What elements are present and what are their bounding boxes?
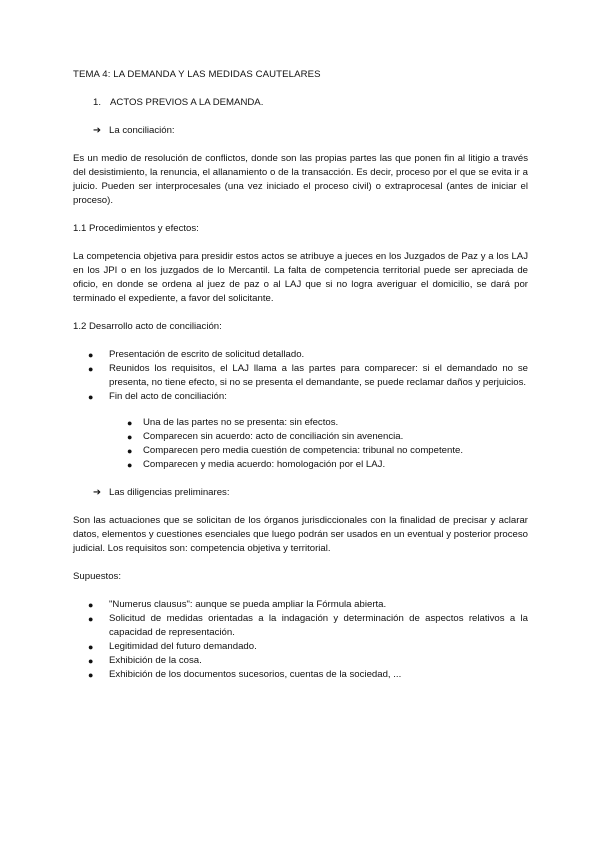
section-heading-1 bbox=[93, 96, 528, 110]
section-number: 1. bbox=[93, 97, 102, 108]
arrow-icon: ➔ bbox=[93, 487, 102, 498]
list-item: ● Comparecen pero media cuestión de competencia: tribunal no competente. bbox=[127, 445, 463, 456]
bullet-icon: ● bbox=[127, 446, 133, 456]
list-item: ● Exhibición de la cosa. bbox=[88, 655, 202, 666]
bullet-icon: ● bbox=[88, 364, 94, 374]
conciliacion-heading bbox=[93, 124, 528, 138]
list-item: ● Una de las partes no se presenta: sin efectos. bbox=[127, 417, 339, 428]
bullet-icon: ● bbox=[88, 656, 94, 666]
bullet-icon: ● bbox=[88, 670, 94, 680]
bullet-icon: ● bbox=[88, 350, 94, 360]
list-item: ● Fin del acto de conciliación: ● Una de las partes no se presenta: sin efectos. ● Comparecen sin acuerdo: acto de conciliación sin avenencia. ● Comparecen pero media cuestión de competencia: tribunal no competente. ● Comparecen y media acuerdo: homologación por el LAJ. bbox=[73, 390, 528, 472]
list-item: ● Solicitud de medidas orientadas a la indagación y determinación de aspectos relativos a la capacidad de representación. bbox=[88, 613, 528, 638]
bullet-icon: ● bbox=[127, 432, 133, 442]
list-item: ● Presentación de escrito de solicitud detallado. bbox=[88, 349, 305, 360]
list-item: ● Legitimidad del futuro demandado. bbox=[88, 641, 257, 652]
diligencias-label: Las diligencias preliminares: bbox=[109, 487, 230, 498]
procedimientos-paragraph: La competencia objetiva para presidir estos actos se atribuye a jueces en los Juzgados de Paz y a los LAJ en los JPI o en los juzgados de lo Mercantil. La falta de competencia territorial puede ser apreciada de oficio, en donde se ordena al juez de paz o al LAJ que si no logra averiguar el domicilio, se dará por terminado el expediente, a favor del solicitante. bbox=[73, 251, 528, 304]
diligencias-paragraph: Son las actuaciones que se solicitan de los órganos jurisdiccionales con la finalidad de precisar y aclarar datos, elementos y cuestiones esenciales que luego podrán ser usados en un eventual y posterior proceso judicial. Los requisitos son: competencia objetiva y territorial. bbox=[73, 515, 528, 554]
list-item: ● Exhibición de los documentos sucesorios, cuentas de la sociedad, ... bbox=[88, 669, 402, 680]
subsection-heading-1-2: 1.2 Desarrollo acto de conciliación: bbox=[73, 321, 222, 332]
document-body bbox=[73, 68, 528, 696]
diligencias-heading bbox=[93, 486, 528, 500]
list-item: ● Reunidos los requisitos, el LAJ llama a las partes para comparecer: si el demandado no se presenta, no tiene efecto, si no se presenta el demandante, se puede reclamar daños y perjuicios. bbox=[88, 363, 528, 388]
list-item: ● Comparecen sin acuerdo: acto de conciliación sin avenencia. bbox=[127, 431, 404, 442]
subsection-heading-1-1: 1.1 Procedimientos y efectos: bbox=[73, 223, 199, 234]
bullet-icon: ● bbox=[88, 642, 94, 652]
fin-conciliacion-list bbox=[73, 416, 528, 472]
bullet-icon: ● bbox=[127, 460, 133, 470]
conciliacion-paragraph: Es un medio de resolución de conflictos, donde son las propias partes las que ponen fin al litigio a través del desistimiento, la renuncia, el allanamiento o de la transacción. Es decir, proceso por el que se evita ir a juicio. Pueden ser interprocesales (una vez iniciado el proceso civil) o extraprocesal (antes de iniciar el proceso). bbox=[73, 153, 528, 206]
conciliacion-label: La conciliación: bbox=[109, 125, 175, 136]
supuestos-list bbox=[73, 598, 528, 682]
arrow-icon: ➔ bbox=[93, 125, 102, 136]
section-heading-text: ACTOS PREVIOS A LA DEMANDA. bbox=[110, 97, 264, 108]
list-item: ● "Numerus clausus": aunque se pueda ampliar la Fórmula abierta. bbox=[88, 599, 387, 610]
bullet-icon: ● bbox=[88, 392, 94, 402]
page-title: TEMA 4: LA DEMANDA Y LAS MEDIDAS CAUTELARES bbox=[73, 69, 321, 80]
bullet-icon: ● bbox=[127, 418, 133, 428]
desarrollo-list bbox=[73, 348, 528, 472]
supuestos-heading: Supuestos: bbox=[73, 571, 122, 582]
bullet-icon: ● bbox=[88, 600, 94, 610]
list-item: ● Comparecen y media acuerdo: homologación por el LAJ. bbox=[127, 459, 386, 470]
bullet-icon: ● bbox=[88, 614, 94, 624]
